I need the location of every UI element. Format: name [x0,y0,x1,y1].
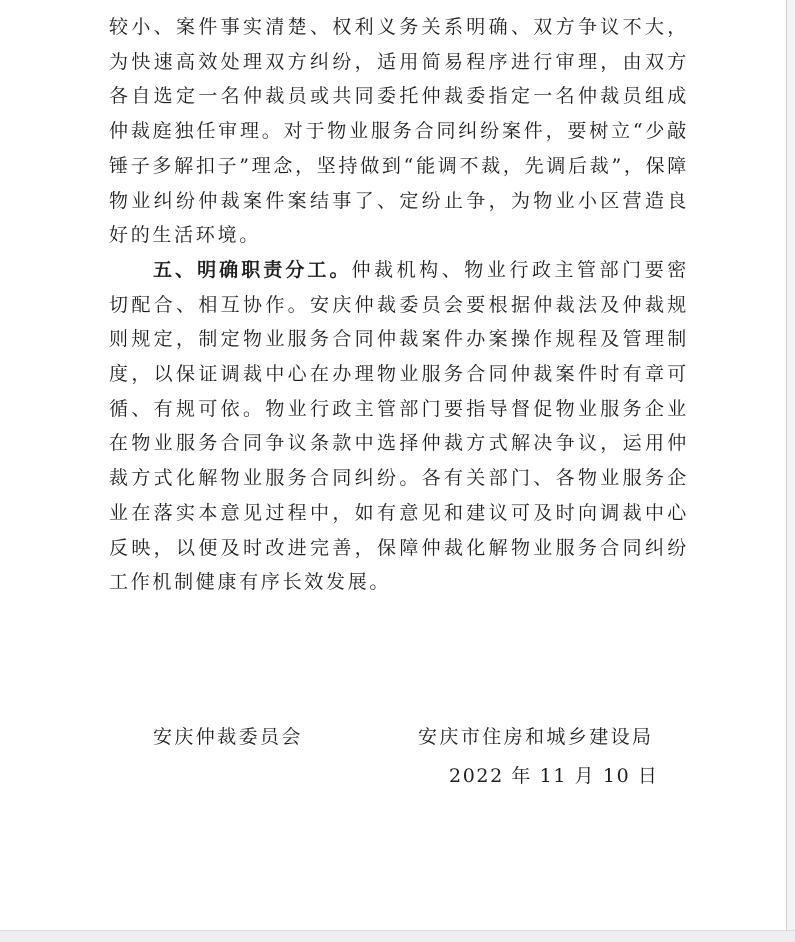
section-5-heading: 五、明确职责分工。 [153,258,352,281]
signature-org-housing-bureau: 安庆市住房和城乡建设局 [418,726,654,748]
paragraph-section-5 [109,253,689,600]
vertical-scroll-gutter[interactable] [787,0,795,930]
signature-date: 2022 年 11 月 10 日 [449,765,659,787]
page-bottom-gutter [0,930,795,942]
document-body [109,10,689,600]
signature-org-arbitration-commission: 安庆仲裁委员会 [153,726,303,748]
paragraph-continuation: 较小、案件事实清楚、权利义务关系明确、双方争议不大，为快速高效处理双方纠纷，适用简易程序进行审理，由双方各自选定一名仲裁员或共同委托仲裁委指定一名仲裁员组成仲裁庭独任审理。对于物业服务合同纠纷案件，要树立“少敲锤子多解扣子”理念，坚持做到“能调不裁，先调后裁”，保障物业纠纷仲裁案件案结事了、定纷止争，为物业小区营造良好的生活环境。 [109,16,689,247]
section-5-body: 仲裁机构、物业行政主管部门要密切配合、相互协作。安庆仲裁委员会要根据仲裁法及仲裁规则规定，制定物业服务合同仲裁案件办案操作规程及管理制度，以保证调裁中心在办理物业服务合同仲裁案件时有章可循、有规可依。物业行政主管部门要指导督促物业服务企业在物业服务合同争议条款中选择仲裁方式解决争议，运用仲裁方式化解物业服务合同纠纷。各有关部门、各物业服务企业在落实本意见过程中，如有意见和建议可及时向调裁中心反映，以便及时改进完善，保障仲裁化解物业服务合同纠纷工作机制健康有序长效发展。 [109,258,689,594]
